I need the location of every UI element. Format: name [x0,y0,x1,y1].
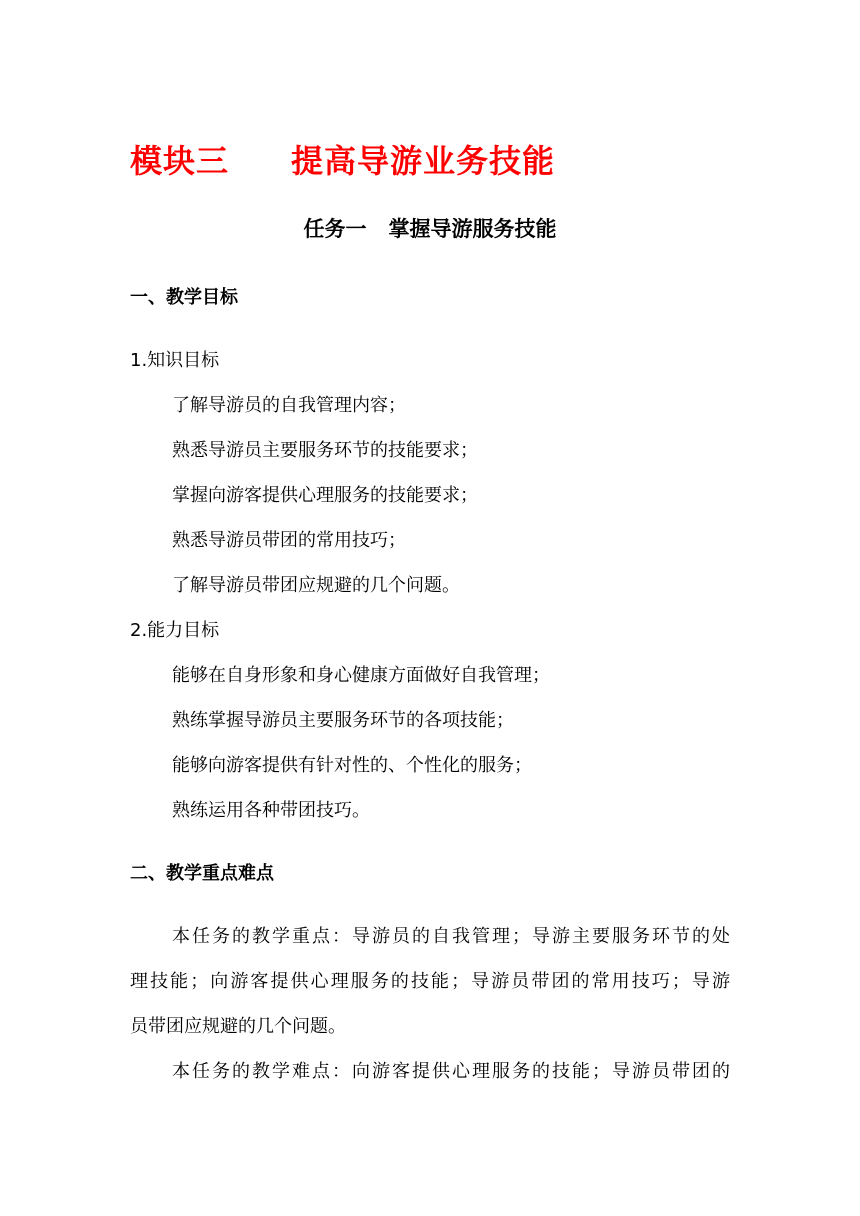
task-title [0,213,860,243]
ability-item: 熟练运用各种带团技巧。 [172,800,370,821]
sub-heading-ability: 2.能力目标 [130,620,220,641]
module-name: 提高导游业务技能 [291,142,556,180]
task-name: 掌握导游服务技能 [388,217,557,241]
section-heading-objectives: 一、教学目标 [130,287,238,308]
knowledge-item: 了解导游员带团应规避的几个问题。 [172,575,460,596]
task-label: 任务一 [303,217,367,241]
sub-heading-knowledge: 1.知识目标 [130,350,220,371]
difficult-points-line: 本任务的教学难点：向游客提供心理服务的技能；导游员带团的 [172,1061,730,1082]
knowledge-item: 熟悉导游员主要服务环节的技能要求； [172,440,478,461]
knowledge-item: 熟悉导游员带团的常用技巧； [172,530,406,551]
ability-item: 熟练掌握导游员主要服务环节的各项技能； [172,710,514,731]
knowledge-item: 了解导游员的自我管理内容； [172,395,406,416]
module-title [130,136,555,182]
ability-item: 能够在自身形象和身心健康方面做好自我管理； [172,665,550,686]
knowledge-item: 掌握向游客提供心理服务的技能要求； [172,485,478,506]
key-points-line: 理技能；向游客提供心理服务的技能；导游员带团的常用技巧；导游 [130,971,730,992]
module-label: 模块三 [130,142,230,180]
key-points-line: 员带团应规避的几个问题。 [130,1016,346,1037]
ability-item: 能够向游客提供有针对性的、个性化的服务； [172,755,532,776]
key-points-line: 本任务的教学重点：导游员的自我管理；导游主要服务环节的处 [172,926,730,947]
section-heading-key-points: 二、教学重点难点 [130,863,274,884]
